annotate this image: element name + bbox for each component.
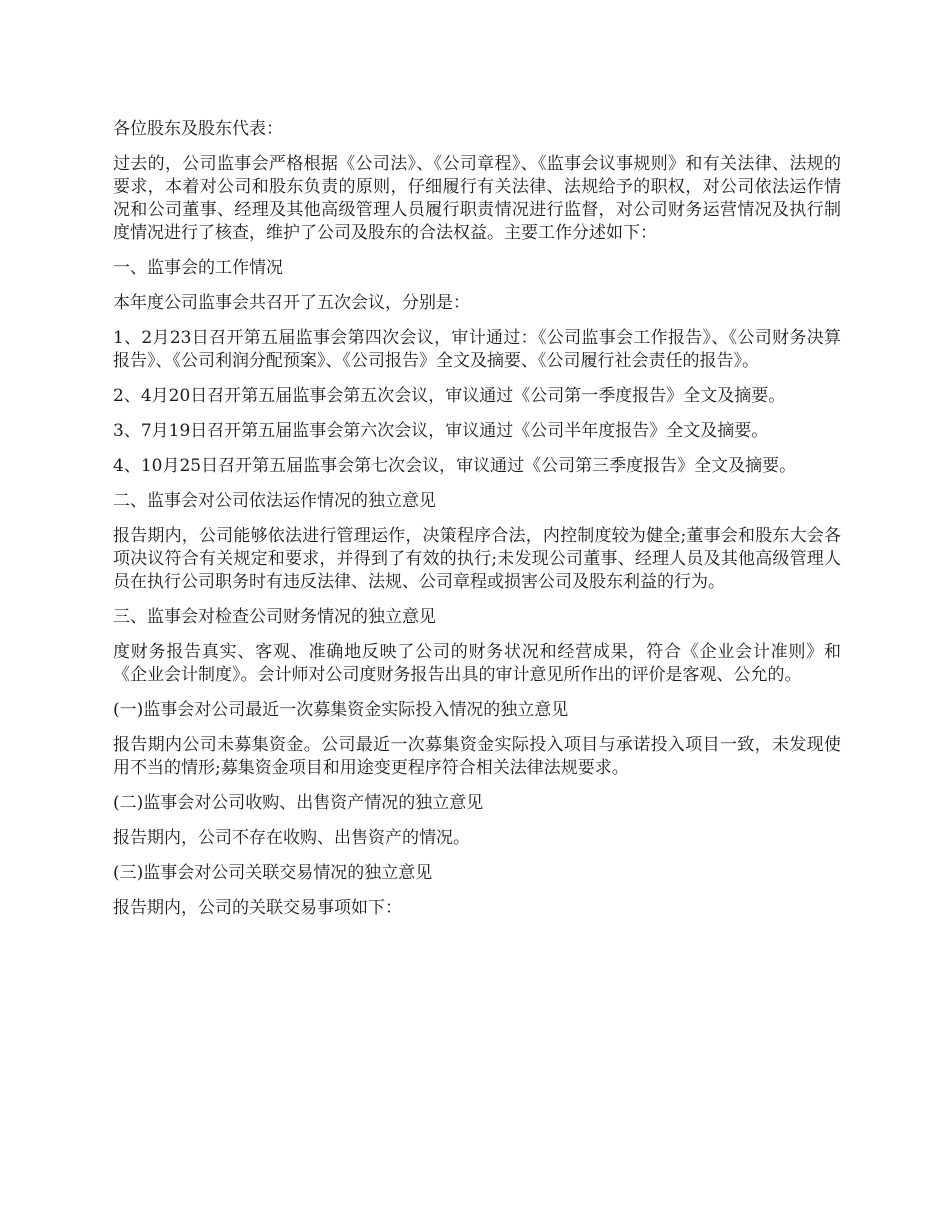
subsection-heading-3: (三)监事会对公司关联交易情况的独立意见 bbox=[113, 863, 433, 883]
document-body bbox=[113, 118, 841, 932]
meeting-item-3: 3、7月19日召开第五届监事会第六次会议，审议通过《公司半年度报告》全文及摘要。 bbox=[113, 421, 769, 441]
meeting-item-4: 4、10月25日召开第五届监事会第七次会议，审议通过《公司第三季度报告》全文及摘要。 bbox=[113, 456, 797, 476]
body-paragraph: 度财务报告真实、客观、准确地反映了公司的财务状况和经营成果，符合《企业会计准则》和《企业会计制度》。会计师对公司度财务报告出具的审计意见所作出的评价是客观、公允的。 bbox=[113, 642, 841, 685]
meeting-item-1: 1、2月23日召开第五届监事会第四次会议，审计通过：《公司监事会工作报告》、《公司财务决算报告》、《公司利润分配预案》、《公司报告》全文及摘要、《公司履行社会责任的报告》。 bbox=[113, 328, 841, 371]
intro-paragraph: 过去的，公司监事会严格根据《公司法》、《公司章程》、《监事会议事规则》和有关法律、法规的要求，本着对公司和股东负责的原则，仔细履行有关法律、法规给予的职权，对公司依法运作情况和公司董事、经理及其他高级管理人员履行职责情况进行监督，对公司财务运营情况及执行制度情况进行了核查，维护了公司及股东的合法权益。主要工作分述如下： bbox=[113, 154, 841, 243]
subsection-heading-1: (一)监事会对公司最近一次募集资金实际投入情况的独立意见 bbox=[113, 700, 569, 720]
body-paragraph: 报告期内，公司能够依法进行管理运作，决策程序合法，内控制度较为健全;董事会和股东大会各项决议符合有关规定和要求，并得到了有效的执行;未发现公司董事、经理人员及其他高级管理人员在执行公司职务时有违反法律、法规、公司章程或损害公司及股东利益的行为。 bbox=[113, 526, 841, 592]
section-heading-1: 一、监事会的工作情况 bbox=[113, 258, 283, 278]
body-paragraph: 报告期内公司未募集资金。公司最近一次募集资金实际投入项目与承诺投入项目一致，未发现使用不当的情形;募集资金项目和用途变更程序符合相关法律法规要求。 bbox=[113, 735, 841, 778]
subsection-heading-2: (二)监事会对公司收购、出售资产情况的独立意见 bbox=[113, 793, 484, 813]
salutation: 各位股东及股东代表： bbox=[113, 119, 283, 139]
section-heading-2: 二、监事会对公司依法运作情况的独立意见 bbox=[113, 491, 436, 511]
body-paragraph: 本年度公司监事会共召开了五次会议，分别是： bbox=[113, 293, 470, 313]
section-heading-3: 三、监事会对检查公司财务情况的独立意见 bbox=[113, 607, 436, 627]
body-paragraph: 报告期内，公司不存在收购、出售资产的情况。 bbox=[113, 828, 470, 848]
meeting-item-2: 2、4月20日召开第五届监事会第五次会议，审议通过《公司第一季度报告》全文及摘要。 bbox=[113, 386, 786, 406]
body-paragraph: 报告期内，公司的关联交易事项如下： bbox=[113, 898, 402, 918]
